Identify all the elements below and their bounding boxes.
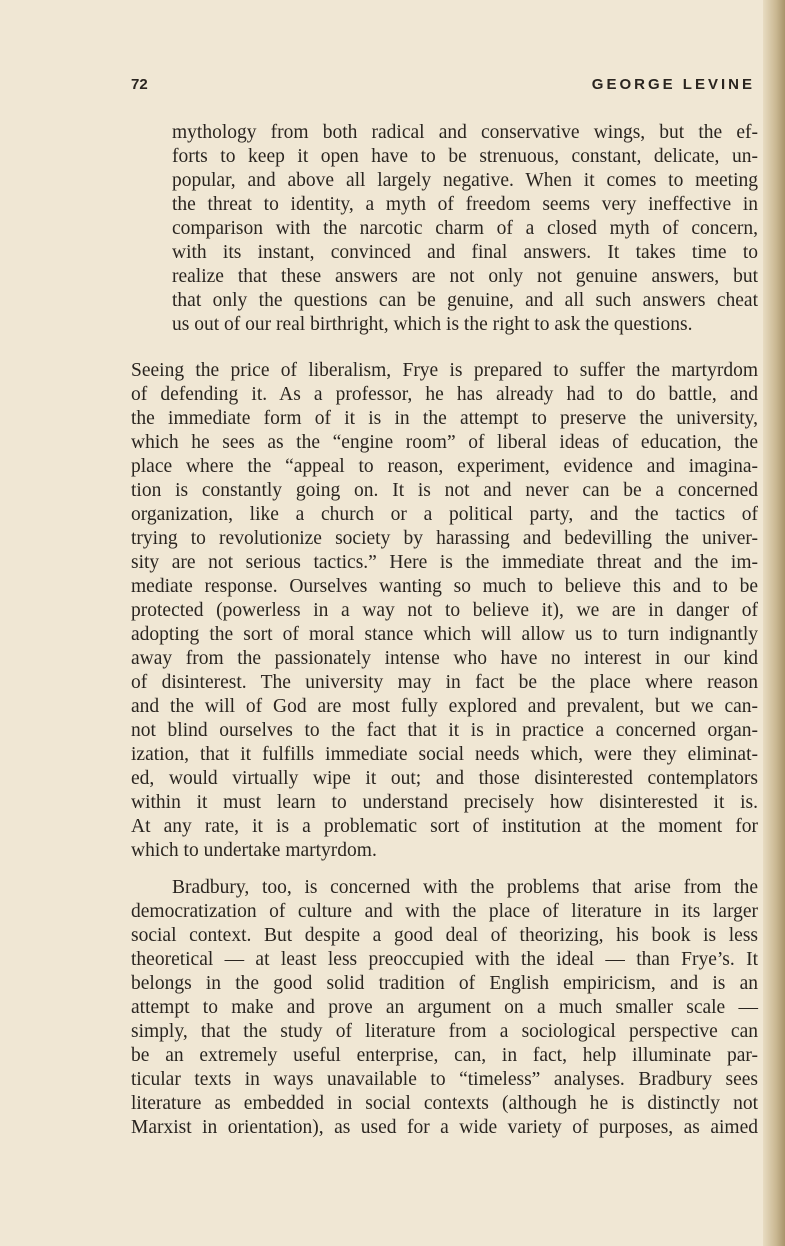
text-line: ticular texts in ways unavailable to “timeless” analyses. Bradbury sees (131, 1069, 758, 1090)
text-line: Seeing the price of liberalism, Frye is prepared to suffer the martyrdom (131, 360, 758, 381)
paragraph-2 (131, 876, 758, 1140)
text-line: organization, like a church or a political party, and the tactics of (131, 504, 758, 525)
page-number: 72 (131, 76, 148, 93)
text-line: of disinterest. The university may in fact be the place where reason (131, 672, 758, 693)
text-line: social context. But despite a good deal of theorizing, his book is less (131, 925, 758, 946)
text-line: simply, that the study of literature from a sociological perspective can (131, 1021, 758, 1042)
text-line: ed, would virtually wipe it out; and those disinterested contemplators (131, 768, 758, 789)
text-line: of defending it. As a professor, he has already had to do battle, and (131, 384, 758, 405)
text-line: mythology from both radical and conservative wings, but the ef- (172, 122, 758, 143)
text-line: Marxist in orientation), as used for a wide variety of purposes, as aimed (131, 1117, 758, 1138)
text-line: forts to keep it open have to be strenuous, constant, delicate, un- (172, 146, 758, 167)
text-line: ization, that it fulfills immediate social needs which, were they eliminat- (131, 744, 758, 765)
text-line: place where the “appeal to reason, experiment, evidence and imagina- (131, 456, 758, 477)
text-line: belongs in the good solid tradition of English empiricism, and is an (131, 973, 758, 994)
text-line: At any rate, it is a problematic sort of institution at the moment for (131, 816, 758, 837)
text-line: literature as embedded in social contexts (although he is distinctly not (131, 1093, 758, 1114)
text-line: within it must learn to understand precisely how disinterested it is. (131, 792, 758, 813)
text-line: comparison with the narcotic charm of a closed myth of concern, (172, 218, 758, 239)
text-line: tion is constantly going on. It is not and never can be a concerned (131, 480, 758, 501)
page-edge-shadow (763, 0, 785, 1246)
text-line: Bradbury, too, is concerned with the problems that arise from the (172, 877, 758, 898)
text-line: with its instant, convinced and final answers. It takes time to (172, 242, 758, 263)
text-line: not blind ourselves to the fact that it is in practice a concerned organ- (131, 720, 758, 741)
text-line: the immediate form of it is in the attempt to preserve the university, (131, 408, 758, 429)
text-line: democratization of culture and with the place of literature in its larger (131, 901, 758, 922)
text-line: that only the questions can be genuine, and all such answers cheat (172, 290, 758, 311)
text-line: sity are not serious tactics.” Here is the immediate threat and the im- (131, 552, 758, 573)
text-line: protected (powerless in a way not to believe it), we are in danger of (131, 600, 758, 621)
block-quote (172, 121, 758, 337)
text-line: trying to revolutionize society by harassing and bedevilling the univer- (131, 528, 758, 549)
text-line: popular, and above all largely negative. When it comes to meeting (172, 170, 758, 191)
text-line: which to undertake martyrdom. (131, 840, 377, 861)
text-line: be an extremely useful enterprise, can, in fact, help illuminate par- (131, 1045, 758, 1066)
text-line: the threat to identity, a myth of freedom seems very ineffective in (172, 194, 758, 215)
text-line: mediate response. Ourselves wanting so much to believe this and to be (131, 576, 758, 597)
text-line: realize that these answers are not only not genuine answers, but (172, 266, 758, 287)
text-line: theoretical — at least less preoccupied with the ideal — than Frye’s. It (131, 949, 758, 970)
paragraph-1 (131, 359, 758, 863)
text-line: and the will of God are most fully explored and prevalent, but we can- (131, 696, 758, 717)
text-line: adopting the sort of moral stance which will allow us to turn indignantly (131, 624, 758, 645)
text-line: attempt to make and prove an argument on a much smaller scale — (131, 997, 758, 1018)
text-line: away from the passionately intense who have no interest in our kind (131, 648, 758, 669)
text-line: us out of our real birthright, which is the right to ask the questions. (172, 314, 693, 335)
text-line: which he sees as the “engine room” of liberal ideas of education, the (131, 432, 758, 453)
running-head: GEORGE LEVINE (591, 76, 755, 93)
